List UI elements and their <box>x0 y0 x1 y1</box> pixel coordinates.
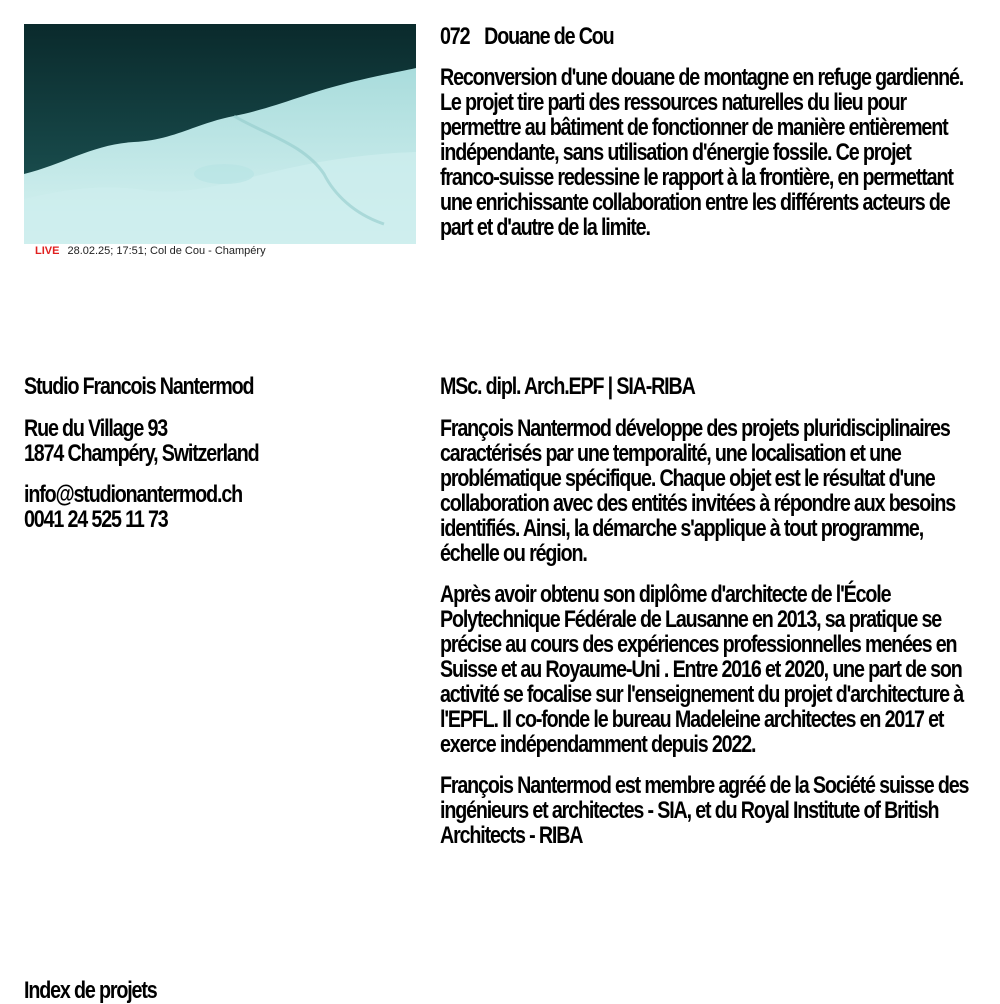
phone-link[interactable]: 0041 24 525 11 73 <box>24 506 168 533</box>
address-city: 1874 Champéry, Switzerland <box>24 440 259 467</box>
project-description: Reconversion d'une douane de montagne en refuge gardienné. Le projet tire parti des ressources naturelles du lieu pour permettre au bâtiment de fonctionner de manière entièrement indépendante, sans utilisation d'énergie fossile. Ce projet franco-suisse redessine le rapport à la frontière, en permettant une enrichissante collaboration entre les différents acteurs de part et d'autre de la limite. <box>440 64 964 241</box>
snow-landscape-image <box>24 24 416 244</box>
studio-name: Studio Francois Nantermod <box>24 373 254 400</box>
project-heading[interactable] <box>440 24 973 49</box>
bio-paragraph: Après avoir obtenu son diplôme d'architecte de l'École Polytechnique Fédérale de Lausanne en 2013, sa pratique se précise au cours des expériences professionnelles menées en Suisse et au Royaume-Uni . Entre 2016 et 2020, une part de son activité se focalise sur l'enseignement du projet d'architecture à l'EPFL. Il co-fonde le bureau Madeleine architectes en 2017 et exerce indépendamment depuis 2022. <box>440 581 964 758</box>
address-street: Rue du Village 93 <box>24 415 168 442</box>
studio-contact <box>24 482 319 532</box>
degree-title: MSc. dipl. Arch.EPF | SIA-RIBA <box>440 373 695 400</box>
video-timestamp-location: 28.02.25; 17:51; Col de Cou - Champéry <box>67 245 266 257</box>
video-caption <box>35 245 266 257</box>
bio-paragraph: François Nantermod développe des projets pluridisciplinaires caractérisés par une temporalité, une localisation et une problématique spécifique. Chaque objet est le résultat d'une collaboration avec des entités invitées à répondre aux besoins identifiés. Ainsi, la démarche s'applique à tout programme, échelle ou région. <box>440 415 956 567</box>
project-title: Douane de Cou <box>484 23 614 50</box>
live-webcam-video[interactable] <box>24 24 416 244</box>
email-link[interactable]: info@studionantermod.ch <box>24 481 243 508</box>
studio-address <box>24 416 319 466</box>
project-index-heading[interactable]: Index de projets <box>24 977 157 1004</box>
live-badge: LIVE <box>35 245 60 257</box>
bio-paragraph: François Nantermod est membre agréé de la Société suisse des ingénieurs et architectes - SIA, et du Royal Institute of British Architects - RIBA <box>440 772 969 849</box>
project-number: 072 <box>440 23 470 50</box>
